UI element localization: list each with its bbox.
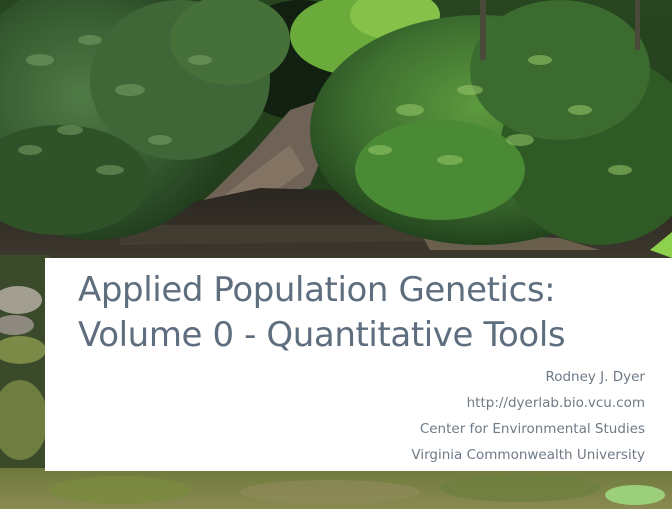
- slide-title-line-2: Volume 0 - Quantitative Tools: [78, 315, 566, 355]
- university-name: Virginia Commonwealth University: [411, 447, 645, 463]
- byline: [411, 364, 645, 468]
- slide-title: [78, 268, 565, 358]
- slide-title-line-1: Applied Population Genetics:: [78, 270, 556, 310]
- title-card: [45, 258, 672, 471]
- author-name: Rodney J. Dyer: [545, 369, 645, 385]
- lab-url: http://dyerlab.bio.vcu.com: [466, 395, 645, 411]
- center-name: Center for Environmental Studies: [419, 421, 645, 437]
